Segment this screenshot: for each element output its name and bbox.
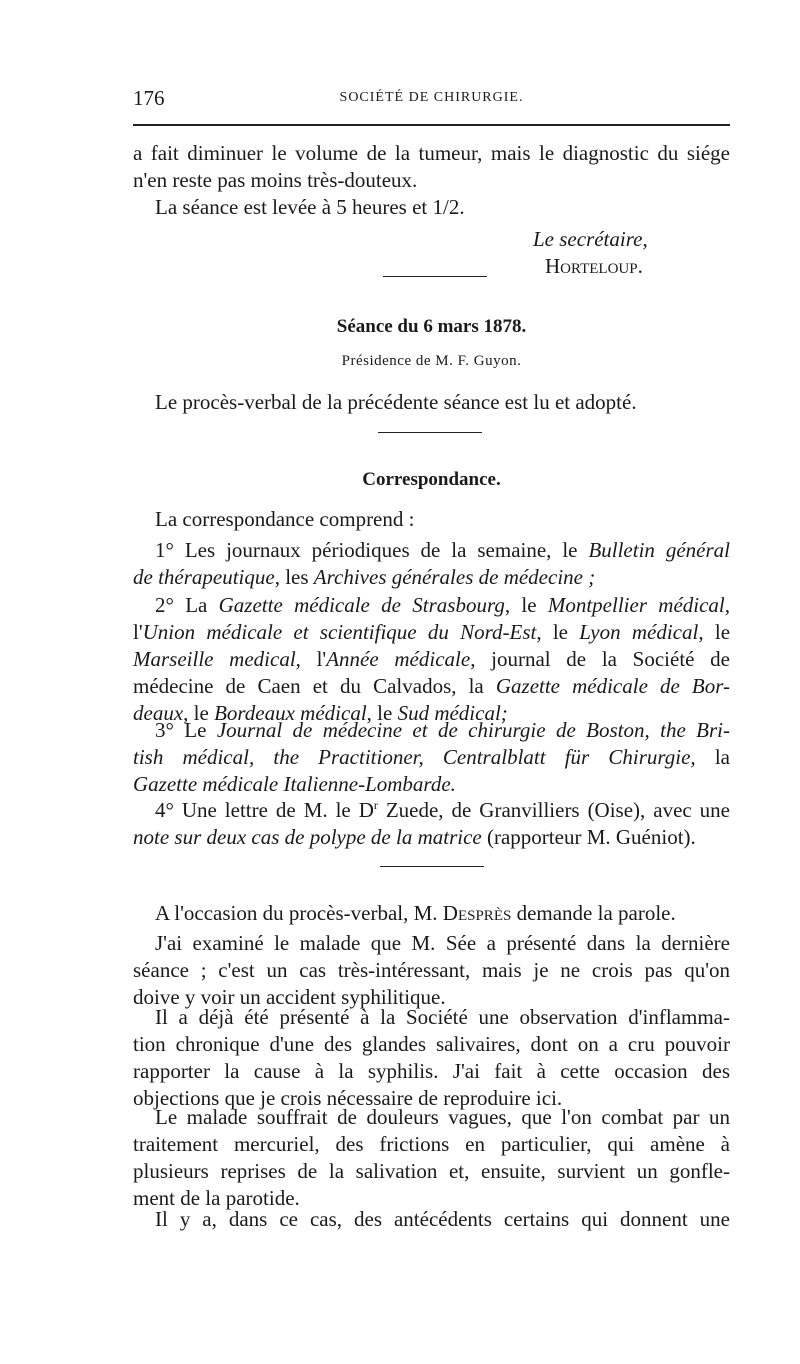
signature-block bbox=[133, 226, 730, 280]
session-presidency: Présidence de M. F. Guyon. bbox=[341, 353, 522, 369]
correspondance-item-4: 4° Une lettre de M. le $D^r$ Zuede, de Granvilliers (Oise), avec une note sur deux cas de polype de la matrice (rapporteur M. Guéniot). bbox=[133, 798, 731, 849]
section-divider bbox=[380, 866, 484, 867]
signature-name: Horteloup. bbox=[545, 254, 643, 278]
header-rule bbox=[133, 124, 730, 126]
discussion-paragraph-3: Il a déjà été présenté à la Société une observation d'inflamma- tion chronique d'une des glandes salivaires, dont on a cru pouvoir rapporter la cause à la syphilis. J'ai fait à cette occasion des objections que je crois nécessaire de reproduire ici. bbox=[133, 1005, 730, 1110]
discussion-paragraph-2: J'ai examiné le malade que M. Sée a présenté dans la dernière séance ; c'est un cas très-intéressant, mais je ne crois pas qu'on doive y voir un accident syphilitique. bbox=[133, 931, 730, 1009]
signature-role: Le secrétaire, bbox=[533, 227, 648, 251]
running-title: SOCIÉTÉ DE CHIRURGIE. bbox=[339, 90, 524, 105]
correspondance-heading: Correspondance. bbox=[362, 469, 501, 490]
correspondance-item-1: 1° Les journaux périodiques de la semaine, le Bulletin général de thérapeutique, les Archives générales de médecine ; bbox=[133, 538, 730, 589]
minutes-paragraph: Le procès-verbal de la précédente séance est lu et adopté. bbox=[155, 390, 637, 414]
correspondance-item-3: 3° Le Journal de médecine et de chirurgie de Boston, the Bri- tish médical, the Practitioner, Centralblatt für Chirurgie, la Gazette médicale Italienne-Lombarde. bbox=[133, 718, 731, 796]
discussion-paragraph-4: Le malade souffrait de douleurs vagues, que l'on combat par un traitement mercuriel, des frictions en particulier, qui amène à plusieurs reprises de la salivation et, ensuite, survient un gonfle- ment de la parotide. bbox=[133, 1105, 730, 1210]
section-divider bbox=[378, 432, 482, 433]
text-line: La séance est levée à 5 heures et 1/2. bbox=[155, 195, 465, 219]
intro-paragraph bbox=[133, 140, 730, 221]
session-title: Séance du 6 mars 1878. bbox=[336, 316, 527, 337]
correspondance-intro: La correspondance comprend : bbox=[155, 507, 415, 531]
page-number: 176 bbox=[133, 86, 165, 110]
discussion-paragraph-1: A l'occasion du procès-verbal, M. Desprès demande la parole. bbox=[155, 901, 676, 925]
text-line: a fait diminuer le volume de la tumeur, mais le diagnostic du siége bbox=[133, 141, 730, 165]
page-header bbox=[133, 86, 730, 112]
text-line: n'en reste pas moins très-douteux. bbox=[133, 168, 418, 192]
correspondance-item-2: 2° La Gazette médicale de Strasbourg, le Montpellier médical, l'Union médicale et scientifique du Nord-Est, le Lyon médical, le Marseille medical, l'Année médicale, journal de la Société de médecine de Caen et du Calvados, la Gazette médicale de Bor- deaux, le Bordeaux médical, le Sud médical; bbox=[133, 593, 731, 725]
discussion-paragraph-5: Il y a, dans ce cas, des antécédents certains qui donnent une bbox=[155, 1207, 730, 1231]
section-divider bbox=[383, 276, 487, 277]
